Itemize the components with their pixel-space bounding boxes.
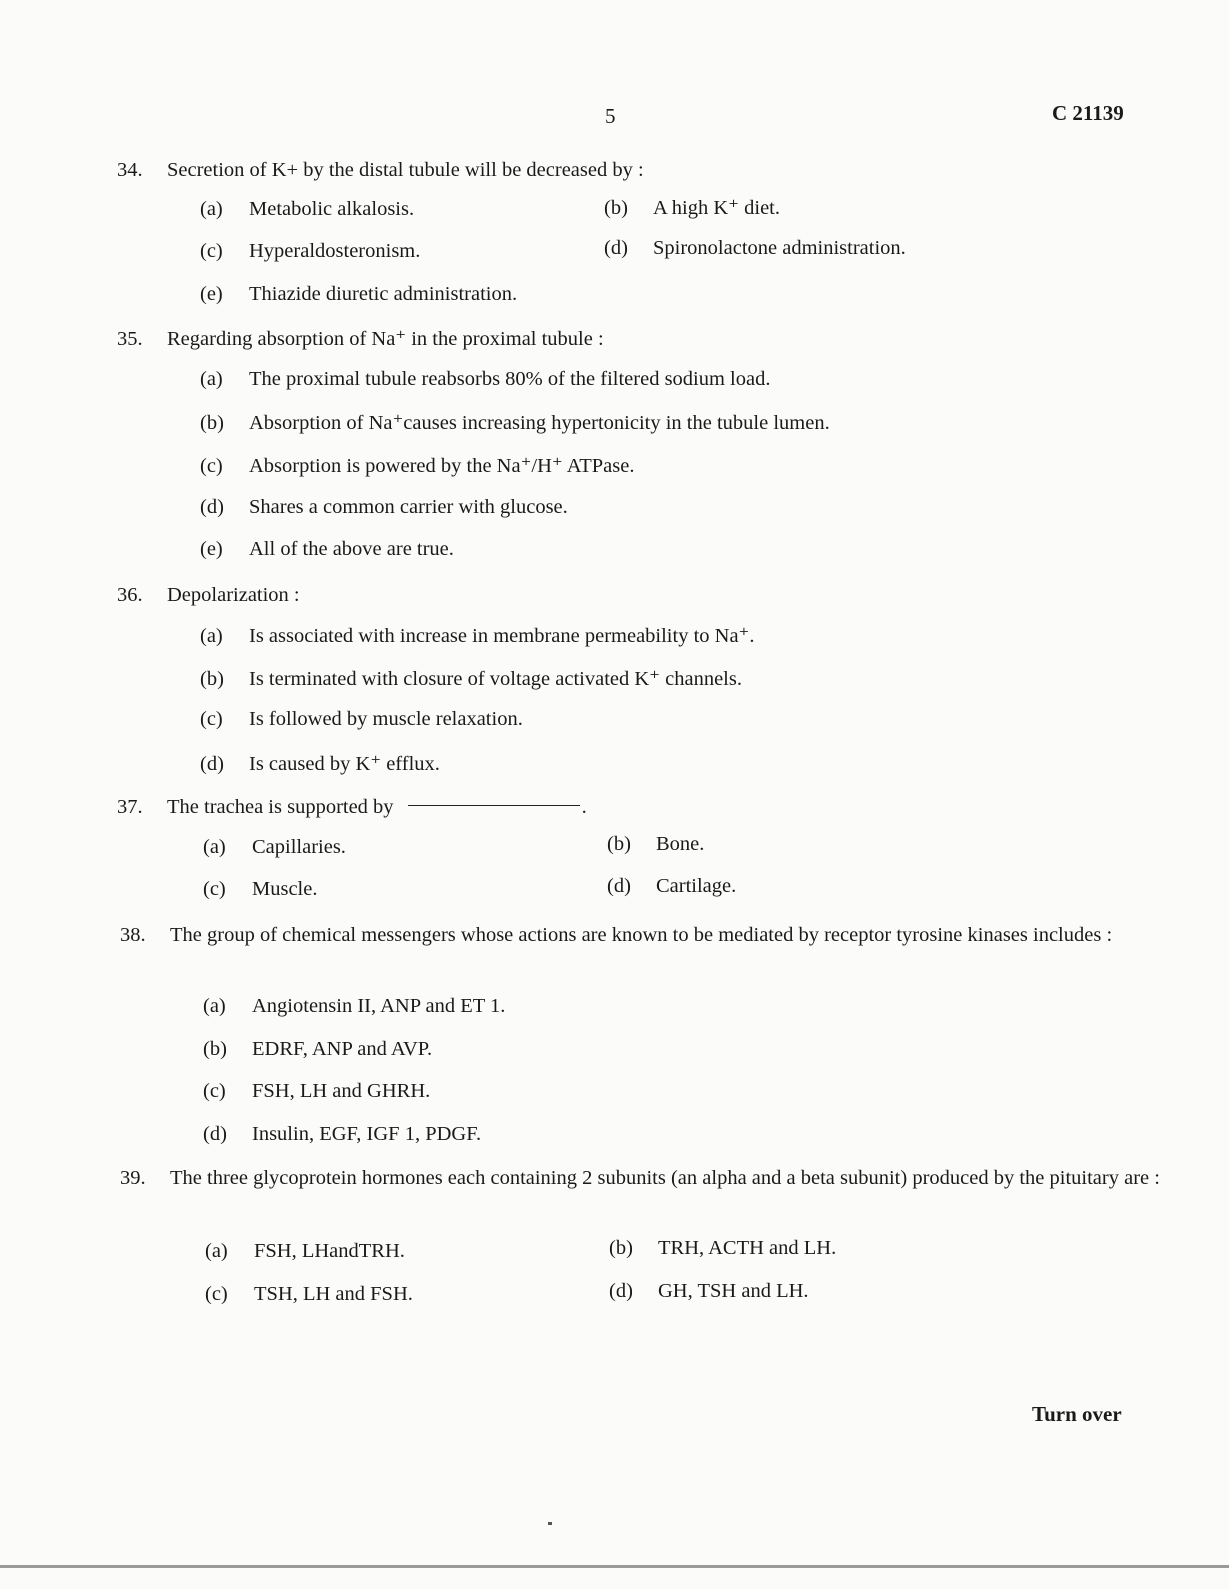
question-number: 36. — [117, 584, 143, 606]
option-text: Insulin, EGF, IGF 1, PDGF. — [252, 1123, 482, 1145]
option-35b — [200, 410, 830, 435]
option-34a — [200, 198, 414, 221]
option-38c — [203, 1080, 430, 1103]
answer-blank — [408, 805, 580, 806]
option-label: (b) — [604, 197, 628, 219]
option-label: (b) — [609, 1237, 633, 1259]
option-37d — [607, 875, 736, 898]
option-label: (a) — [200, 198, 223, 220]
option-34b — [604, 195, 780, 220]
option-36b — [200, 666, 742, 691]
option-label: (c) — [200, 455, 223, 477]
question-stem: Regarding absorption of Na⁺ in the proximal tubule : — [167, 328, 604, 350]
question-stem: Secretion of K+ by the distal tubule will be decreased by : — [167, 159, 644, 181]
option-label: (c) — [200, 240, 223, 262]
option-34c — [200, 240, 420, 263]
option-text: Thiazide diuretic administration. — [249, 283, 518, 305]
option-text: A high K⁺ diet. — [653, 197, 780, 219]
question-number: 37. — [117, 796, 143, 818]
option-label: (a) — [203, 995, 226, 1017]
option-39a — [205, 1240, 405, 1263]
option-text: Spironolactone administration. — [653, 237, 906, 259]
option-label: (b) — [200, 412, 224, 434]
option-text: Is caused by K⁺ efflux. — [249, 753, 440, 775]
question-39 — [120, 1161, 1160, 1196]
option-36c — [200, 708, 523, 731]
question-36 — [117, 578, 1157, 612]
option-36d — [200, 751, 440, 776]
question-stem: The three glycoprotein hormones each containing 2 subunits (an alpha and a beta subunit) produced by the pituitary are : — [170, 1167, 1160, 1189]
option-label: (a) — [203, 836, 226, 858]
option-label: (d) — [609, 1280, 633, 1302]
question-number: 34. — [117, 159, 143, 181]
question-stem: The trachea is supported by — [167, 796, 394, 818]
option-35c — [200, 453, 634, 478]
option-text: TSH, LH and FSH. — [254, 1283, 413, 1305]
option-39d — [609, 1280, 809, 1303]
question-number: 38. — [120, 924, 146, 946]
option-label: (e) — [200, 538, 223, 560]
question-stem: The group of chemical messengers whose actions are known to be mediated by receptor tyrosine kinases includes : — [170, 924, 1113, 946]
option-38a — [203, 995, 505, 1018]
option-text: All of the above are true. — [249, 538, 454, 560]
option-text: Hyperaldosteronism. — [249, 240, 421, 262]
question-38 — [120, 918, 1160, 953]
option-text: Shares a common carrier with glucose. — [249, 496, 568, 518]
option-text: Metabolic alkalosis. — [249, 198, 415, 220]
paper-code: C 21139 — [1052, 101, 1124, 125]
option-label: (c) — [200, 708, 223, 730]
option-label: (a) — [200, 625, 223, 647]
option-35e — [200, 538, 454, 561]
option-label: (b) — [607, 833, 631, 855]
option-37b — [607, 833, 704, 856]
option-37c — [203, 878, 317, 901]
scan-edge-line — [0, 1565, 1229, 1568]
option-label: (c) — [205, 1283, 228, 1305]
option-text: Is associated with increase in membrane permeability to Na⁺. — [249, 625, 755, 647]
option-text: Capillaries. — [252, 836, 346, 858]
option-text: TRH, ACTH and LH. — [658, 1237, 837, 1259]
option-text: Cartilage. — [656, 875, 737, 897]
option-label: (d) — [200, 753, 224, 775]
option-text: GH, TSH and LH. — [658, 1280, 809, 1302]
option-36a — [200, 623, 755, 648]
question-34 — [117, 153, 1157, 187]
question-stem: Depolarization : — [167, 584, 300, 606]
option-label: (c) — [203, 1080, 226, 1102]
option-39b — [609, 1237, 836, 1260]
option-text: Absorption is powered by the Na⁺/H⁺ ATPase. — [249, 455, 635, 477]
question-stem-end: . — [581, 796, 587, 818]
option-34d — [604, 237, 906, 260]
option-text: Angiotensin II, ANP and ET 1. — [252, 995, 506, 1017]
option-text: Is followed by muscle relaxation. — [249, 708, 523, 730]
option-text: FSH, LH and GHRH. — [252, 1080, 431, 1102]
option-37a — [203, 836, 346, 859]
option-label: (d) — [203, 1123, 227, 1145]
option-38d — [203, 1123, 481, 1146]
option-label: (a) — [200, 368, 223, 390]
option-label: (d) — [604, 237, 628, 259]
option-label: (e) — [200, 283, 223, 305]
page-number: 5 — [605, 104, 616, 128]
option-label: (b) — [203, 1038, 227, 1060]
option-label: (b) — [200, 668, 224, 690]
option-34e — [200, 283, 517, 306]
question-number: 39. — [120, 1167, 146, 1189]
option-text: FSH, LHandTRH. — [254, 1240, 405, 1262]
option-label: (c) — [203, 878, 226, 900]
option-text: Absorption of Na⁺causes increasing hypertonicity in the tubule lumen. — [249, 412, 830, 434]
option-text: EDRF, ANP and AVP. — [252, 1038, 433, 1060]
question-37 — [117, 790, 1157, 824]
scan-speck — [548, 1522, 552, 1525]
option-label: (a) — [205, 1240, 228, 1262]
option-text: Muscle. — [252, 878, 318, 900]
option-38b — [203, 1038, 432, 1061]
option-text: Is terminated with closure of voltage activated K⁺ channels. — [249, 668, 742, 690]
option-text: The proximal tubule reabsorbs 80% of the filtered sodium load. — [249, 368, 771, 390]
option-39c — [205, 1283, 413, 1306]
option-35d — [200, 496, 568, 519]
turn-over-note: Turn over — [1032, 1402, 1122, 1426]
question-number: 35. — [117, 328, 143, 350]
option-35a — [200, 368, 770, 391]
question-35 — [117, 322, 1157, 356]
option-label: (d) — [607, 875, 631, 897]
option-text: Bone. — [656, 833, 705, 855]
option-label: (d) — [200, 496, 224, 518]
